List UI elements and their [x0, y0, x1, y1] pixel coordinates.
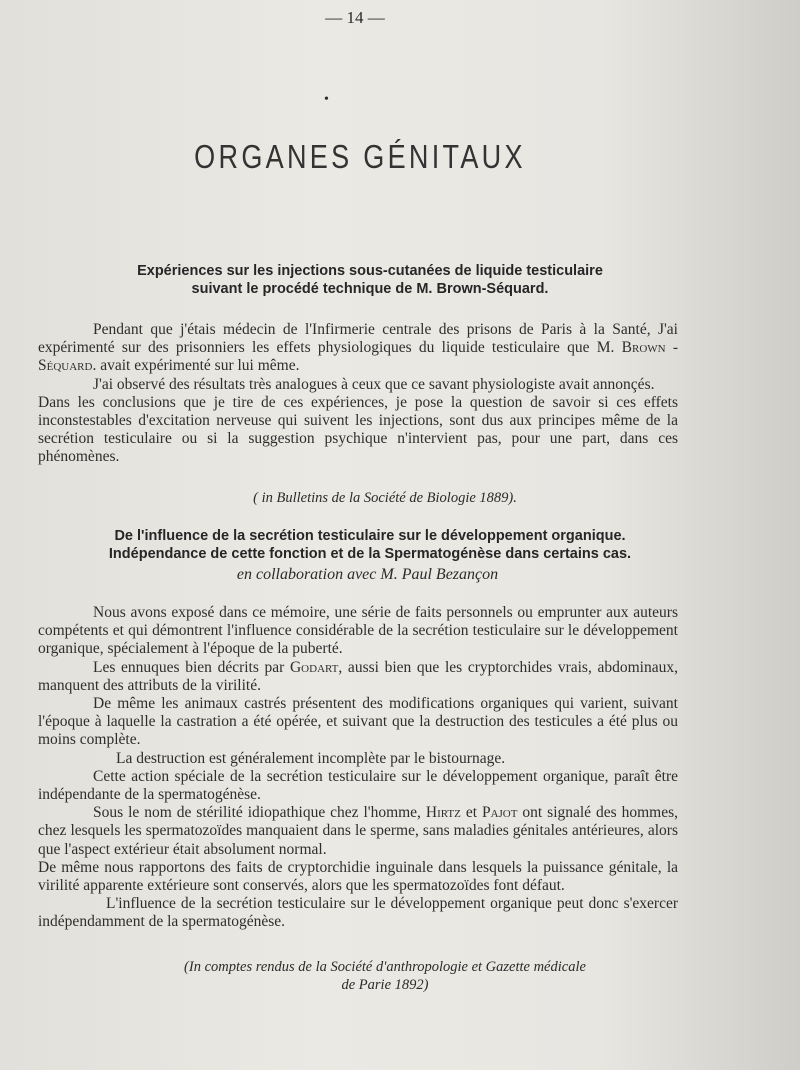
- section2-p6-text-b: ont signalé des hommes, chez lesquels les spermatozoïdes manquaient dans le sperme, sans maladies génitales antérieures, alors que l'aspect extérieur était absolument normal.: [38, 804, 679, 858]
- section1-body: [38, 321, 678, 467]
- section2-paragraph-6: [38, 804, 678, 859]
- section2-body: [38, 604, 678, 932]
- section2-p6-author-2: Pajot: [481, 804, 518, 822]
- section1-paragraph-3: Dans les conclusions que je tire de ces expériences, je pose la question de savoir si ces effets inconstestables d'excitation nerveuse qui suivent les injections, sont dus aux principes même de la secrétion testiculaire ou si la suggestion psychique n'intervient pas, pour une part, dans ces phénomènes.: [38, 393, 678, 466]
- section2-paragraph-3: De même les animaux castrés présentent des modifications organiques qui varient, suivant l'époque à laquelle la castration a été opérée, et suivant que la destruction des testicules a été plus ou moins complète.: [38, 695, 678, 749]
- section1-paragraph-1: [38, 321, 678, 376]
- section1-p1-text-a: Pendant que j'étais médecin de l'Infirmerie centrale des prisons de Paris à la Santé, J'ai expérimenté sur des prisonniers les effets physiologiques du liquide testiculaire que M.: [38, 321, 678, 357]
- section2-heading: [60, 527, 680, 563]
- section2-paragraph-1: Nous avons exposé dans ce mémoire, une série de faits personnels ou emprunter aux auteurs compétents et qui démontrent l'influence considérable de la secrétion testiculaire sur le développement organique, spécialement à l'époque de la puberté.: [38, 604, 678, 658]
- section1-heading: [60, 262, 680, 298]
- section2-p2-text-a: Les ennuques bien décrits par: [93, 658, 290, 676]
- section2-p2-author: Godart: [289, 658, 339, 676]
- section2-citation-line1: (In comptes rendus de la Société d'anthropologie et Gazette médicale: [184, 959, 586, 975]
- section2-p6-author-1: Hirtz: [425, 804, 461, 822]
- section1-heading-line2: suivant le procédé technique de M. Brown-Séquard.: [191, 281, 549, 297]
- page-number: — 14 —: [325, 8, 385, 27]
- section2-paragraph-7: De même nous rapportons des faits de cryptorchidie inguinale dans lesquels la puissance génitale, la virilité apparente extérieure sont conservés, alors que les spermatozoïdes font défaut.: [38, 858, 678, 895]
- section2-paragraph-2: [38, 659, 678, 695]
- section-title: ORGANES GÉNITAUX: [194, 138, 526, 175]
- section2-citation-line2: de Parie 1892): [341, 977, 429, 993]
- section2-heading-line2: Indépendance de cette fonction et de la Spermatogénèse dans certains cas.: [108, 546, 632, 562]
- section1-citation: ( in Bulletins de la Société de Biologie 1889).: [253, 490, 517, 506]
- section2-paragraph-4: La destruction est généralement incomplète par le bistournage.: [116, 749, 506, 767]
- section2-collaboration: en collaboration avec M. Paul Bezançon: [236, 566, 499, 583]
- section2-p6-text-mid: et: [460, 804, 482, 822]
- section2-paragraph-8: L'influence de la secrétion testiculaire sur le développement organique peut donc s'exercer indépendamment de la spermatogénèse.: [38, 895, 678, 931]
- section1-heading-line1: Expériences sur les injections sous-cutanées de liquide testiculaire: [137, 263, 603, 279]
- section1-paragraph-2: J'ai observé des résultats très analogues à ceux que ce savant physiologiste avait annonçés.: [93, 375, 655, 393]
- top-mark: •: [324, 92, 329, 107]
- section2-citation: [0, 958, 770, 994]
- section1-p1-text-b: . avait expérimenté sur lui même.: [92, 357, 300, 375]
- section2-p6-text-a: Sous le nom de stérilité idiopathique chez l'homme,: [93, 804, 426, 822]
- section2-p2-text-b: , aussi bien que les cryptorchides vrais, abdominaux, manquent des attributs de la virilité.: [38, 658, 678, 694]
- section2-heading-line1: De l'influence de la secrétion testiculaire sur le développement organique.: [114, 528, 626, 544]
- section2-paragraph-5: Cette action spéciale de la secrétion testiculaire sur le développement organique, paraît être indépendante de la spermatogénèse.: [38, 767, 678, 804]
- section1-p1-author: Brown - Séquard: [38, 339, 678, 375]
